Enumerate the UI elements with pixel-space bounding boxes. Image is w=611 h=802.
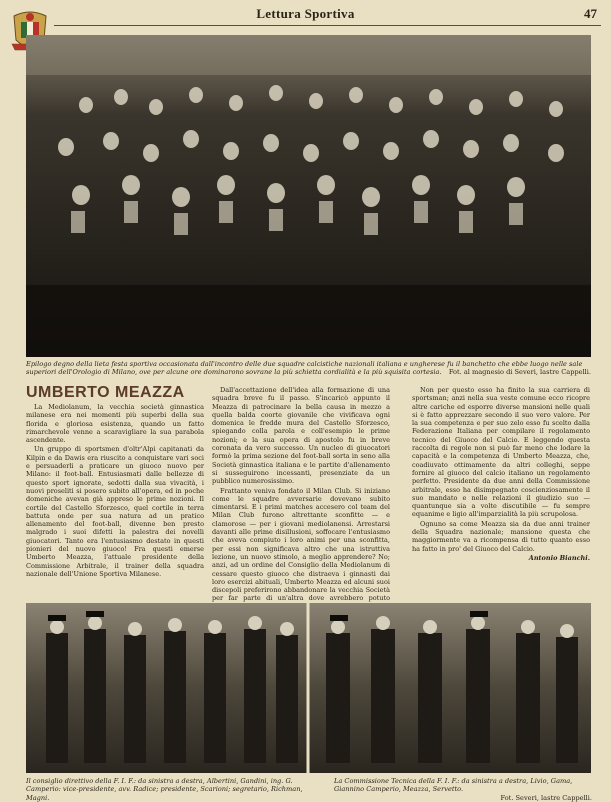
article-column-1 bbox=[26, 403, 204, 579]
article-title: UMBERTO MEAZZA bbox=[26, 384, 185, 401]
paragraph: Ognuno sa come Meazza sia da due anni trainer della Squadra nazionale; mansione questa che maggiormente va a ricompensa di tutto quanto esso ha fatto in pro' del Giuoco del Calcio. bbox=[412, 519, 590, 553]
caption-text: La Commissione Tecnica della F. I. F.: da sinistra a destra, Livio, Gama, Giannino Camperio, Meazza, Servetto. bbox=[334, 777, 573, 794]
page-number: 47 bbox=[584, 6, 597, 21]
author-signature: Antonio Bianchi. bbox=[528, 553, 590, 562]
group-photo-caption-right bbox=[334, 777, 592, 802]
photo-credit: Fot. Severi, lastre Cappelli. bbox=[500, 793, 592, 802]
group-photo-caption-left: Il consiglio direttivo della F. I. F.: da sinistra a destra, Albertini, Gandini, ing. G. Camperio: vice-presidente, avv. Radice; presidente, Scarioni; segretario, Richman, Magni. bbox=[26, 777, 303, 802]
photo-credit: Fot. al magnesio di Severi, lastre Cappelli. bbox=[448, 368, 591, 377]
group-photo bbox=[26, 603, 591, 773]
article-column-3 bbox=[412, 386, 590, 562]
paragraph: Non per questo esso ha finito la sua carriera di sportsman; anzi nella sua veste comune ecco ricopre altre cariche ed esporre diverse mansioni nelle quali si è fatto apprezzare secondo il suo vero valore. Per la sua competenza e per suo zelo esso fu scelto dalla Federazione Italiana per compilare il regolamento tecnico del Giuoco del Calcio. E leggendo questa raccolta di regole non si può far meno che lodare la capacità e la competenza di Umberto Meazza, che, coadiuvato ottimamente da altri colleghi, seppe fornire al giuoco del calcio italiano un regolamento perfetto. Presidente da due anni della Commissione arbitrale, esso ha disimpegnato coscienziosamente il suo mandato e nelle relazioni il giudizio suo — quantunque sia a volte discutibile — fu sempre equanime e ligio all'imparzialità la più scrupolosa. bbox=[412, 386, 590, 519]
magazine-title: Lettura Sportiva bbox=[256, 6, 355, 21]
paragraph: La Mediolanum, la vecchia società ginnastica milanese era nei momenti più superbi della sua florida e gloriosa esistenza, quando un fatto rimarchevole venne a scaravigliare la sua parabola ascendente. bbox=[26, 403, 204, 445]
banquet-photo bbox=[26, 35, 591, 357]
paragraph: Un gruppo di sportsmen d'oltr'Alpi capitanati da Kilpin e da Dawis era riuscito a conquistare vari soci e persuaderli a praticare un giuoco nuovo per Milano: il foot-ball. Entusiasmati dalle bellezze di questo sport ignorate, sedotti dalla sua vivacità, i nuovi proseliti si posero subito all'opera, ed in poche domeniche avevan già appreso le prime nozioni. Il cortile del Castello Sforzesco, quel cortile in terra battuta onde per sua natura ad un pratico allenamento del foot-ball, divenne ben presto malgrado i suoi difetti la palestra dei novelli giuocatori. Tanto era l'entusiasmo destato in questi pionieri del nuovo giuoco! Fra questi emerse Umberto Meazza, l'attuale presidente della Commissione Arbitrale, il trainer della squadra nazionale dell'Unione Sportiva Milanese. bbox=[26, 445, 204, 578]
paragraph: Frattanto veniva fondato il Milan Club. Si iniziano come le squadre avversarie dovevano subito cimentarsi. E i primi matches accesero col team del Milan Club furono altrettante sconfitte — e clamorose — per i giovani mediolanensi. Arrestarsi davanti alle prime disillusioni, soffocare l'entusiasmo che aveva compiuto i loro animi per una sconfitta, per essi non significava altro che una istruttiva lezione, un nuovo stimolo, a meglio apprendere? No; anzi, ad un ordine del Consiglio della Mediolanum di cessare questo giuoco che distraeva i ginnasti dai loro esercizi abituali, Umberto Meazza ed alcuni suoi discepoli preferirono abbandonare la vecchia Società per far parte di un'altra dove avrebbero potuto bbox=[212, 486, 390, 603]
banquet-photo-caption bbox=[26, 360, 591, 377]
caption-text: Epilogo degno della lieta festa sportiva occasionata dall'incontro delle due squadre calcistiche nazionali italiana e ungherese fu il banchetto che ebbe luogo nelle sale superiori dell'Orologio di Milano, ove per alcune ore dominarono sovrane la più schietta cordialità e la più squisita cortesia. bbox=[26, 360, 583, 377]
header-rule bbox=[54, 25, 601, 26]
paragraph: Dall'accettazione dell'idea alla formazione di una squadra breve fu il passo. S'incaricò appunto il Meazza di patrocinare la bella causa in mezzo a quella balda coorte giovanile che vivificava ogni domenica le fredde mura del Castello Sforzesco, spiegando colla parola e coll'esempio le prime nozioni; e la sua opera di apostolo fu in breve coronata da vero successo. Un nucleo di giuocatori formò la prima sezione del foot-ball sorta in seno alla Società ginnastica italiana e le partite d'allenamento si susseguirono incessanti, presenziate da un pubblico numerosissimo. bbox=[212, 386, 390, 486]
